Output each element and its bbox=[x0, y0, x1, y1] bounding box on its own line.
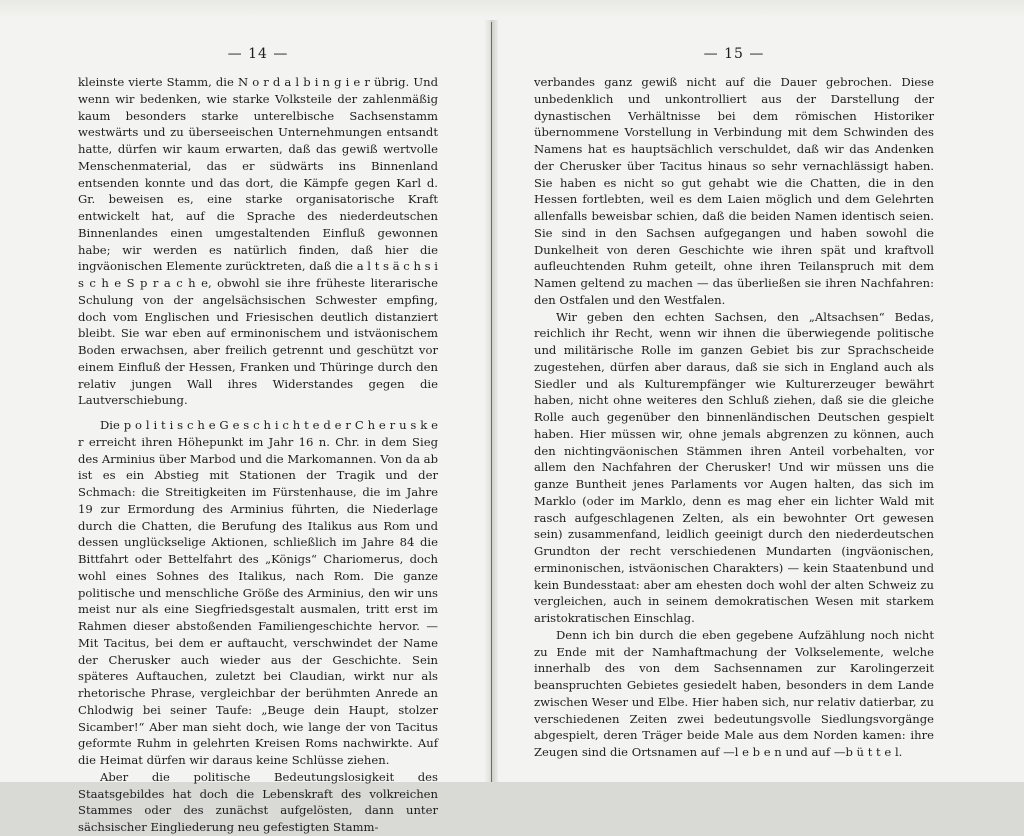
gutter-line bbox=[491, 22, 492, 782]
paragraph: Die p o l i t i s c h e G e s c h i c h t e d e r C h e r u s k e r erreicht ihren Höhepunkt im Jahr 16 n. Chr. in dem Sieg des Arminius über Marbod und die Markomannen. Von da ab ist es ein Abstieg mit Stationen der Tragik und der Schmach: die Streitigkeiten im Fürstenhause, die im Jahre 19 zur Ermordung des Arminius führten, die Niederlage durch die Chatten, die Berufung des Italikus aus Rom und dessen unglückselige Aktionen, schließlich im Jahre 84 die Bittfahrt oder Bettelfahrt des „Königs“ Chariomerus, doch wohl eines Sohnes des Italikus, nach Rom. Die ganze politische und menschliche Größe des Arminius, den wir uns meist nur als eine Siegfriedsgestalt ausmalen, tritt erst im Rahmen dieser abstoßenden Familiengeschichte hervor. — Mit Tacitus, bei dem er auftaucht, verschwindet der Name der Cherusker auch wieder aus der Geschichte. Sein späteres Auftauchen, zuletzt bei Claudian, wirkt nur als rhetorische Phrase, vergleichbar der berühmten Anrede an Chlodwig bei seiner Taufe: „Beuge dein Haupt, stolzer Sicamber!“ Aber man sieht doch, wie lange der von Tacitus geformte Ruhm in gelehrten Kreisen Roms nachwirkte. Auf die Heimat dürfen wir daraus keine Schlüsse ziehen. bbox=[78, 418, 439, 767]
left-page-text bbox=[78, 74, 438, 836]
page-number-right: — 15 — bbox=[703, 46, 765, 62]
left-page bbox=[78, 46, 438, 836]
paragraph: Wir geben den echten Sachsen, den „Altsachsen“ Bedas, reichlich ihr Recht, wenn wir ihnen die überwiegende politische und militärische Rolle im ganzen Gebiet bis zur Sprachscheide zugestehen, dürfen aber daraus, daß sie sich in England auch als Siedler und als Kulturempfänger wie Kulturerzeuger bewährt haben, nicht ohne weiteres den Schluß ziehen, daß sie die gleiche Rolle auch gegenüber den binnenländischen Deutschen gespielt haben. Hier müssen wir, ohne jemals abgrenzen zu können, auch den nichtingväonischen Stämmen ihren Anteil vorbehalten, vor allem den Nachfahren der Cherusker! Und wir müssen uns die ganze Buntheit jenes Parlaments vor Augen halten, das sich im Marklo (oder im Marklo, denn es mag eher ein lichter Wald mit rasch aufgeschlagenen Zelten, als ein bewohnter Ort gewesen sein) zusammenfand, leidlich geeinigt durch den niederdeutschen Grundton der recht verschiedenen Mundarten (ingväonischen, erminonischen, istväonischen Charakters) — kein Staatenbund und kein Bundesstaat: aber am ehesten doch wohl der alten Schweiz zu vergleichen, auch in seinem demokratischen Wesen mit starkem aristokratischen Einschlag. bbox=[534, 309, 934, 625]
right-page bbox=[534, 46, 934, 761]
paragraph: kleinste vierte Stamm, die N o r d a l b i n g i e r übrig. Und wenn wir bedenken, wie starke Volksteile der zahlenmäßig kaum besonders starke unterelbische Sachsenstamm westwärts und zu überseeischen Unternehmungen entsandt hatte, dürfen wir kaum erwarten, daß das gewiß wertvolle Menschenmaterial, das er südwärts ins Binnenland entsenden konnte und das dort, die Kämpfe gegen Karl d. Gr. beweisen es, eine starke organisatorische Kraft entwickelt hat, auf die Sprache des niederdeutschen Binnenlandes einen umgestaltenden Einfluß gewonnen habe; wir werden es natürlich finden, daß hier die ingväonischen Elemente zurücktreten, daß die a l t s ä c h s i s c h e S p r a c h e, obwohl sie ihre früheste literarische Schulung von der angelsächsischen Schwester empfing, doch vom Englischen und Friesischen deutlich distanziert bleibt. Sie war eben auf erminonischem und istväonischem Boden erwachsen, aber freilich getrennt und geschützt vor einem Einfluß der Hessen, Franken und Thüringe durch den relativ jungen Wall ihres Widerstandes gegen die Lautverschiebung. bbox=[78, 75, 438, 408]
right-page-text bbox=[534, 74, 934, 761]
top-edge bbox=[0, 0, 1024, 18]
paragraph: Aber die politische Bedeutungslosigkeit des Staatsgebildes hat doch die Lebenskraft des volkreichen Stammes oder des zunächst aufgelösten, dann unter sächsischer Eingliederung neu gefestigten Stamm- bbox=[78, 769, 438, 834]
paragraph: Denn ich bin durch die eben gegebene Aufzählung noch nicht zu Ende mit der Namhaftmachung der Volkselemente, welche innerhalb des von dem Sachsennamen zur Karolingerzeit beanspruchten Gebietes gesiedelt haben, besonders in dem Lande zwischen Weser und Elbe. Hier haben sich, nur relativ datierbar, zu verschiedenen Zeiten zwei bedeutungsvolle Siedlungsvorgänge abgespielt, deren Träger beide Male aus dem Norden kamen: ihre Zeugen sind die Ortsnamen auf —l e b e n und auf —b ü t t e l. bbox=[534, 627, 934, 759]
paragraph: verbandes ganz gewiß nicht auf die Dauer gebrochen. Diese unbedenklich und unkontrolliert aus der Darstellung der dynastischen Verhältnisse bei dem römischen Historiker übernommene Vorstellung in Verbindung mit dem Schwinden des Namens hat es hauptsächlich verschuldet, daß wir das Andenken der Cherusker über Tacitus hinaus so sehr vernachlässigt haben. Sie haben es nicht so gut gehabt wie die Chatten, die in den Hessen fortlebten, weil es dem Laien möglich und dem Gelehrten allenfalls beweisbar schien, daß die beiden Namen identisch seien. Sie sind in den Sachsen aufgegangen und haben sowohl die Dunkelheit von deren Geschichte wie ihren spät und kraftvoll aufleuchtenden Ruhm geteilt, ohne ihren Teilanspruch mit dem Namen geltend zu machen — das überließen sie ihren Nachfahren: den Ostfalen und den Westfalen. bbox=[534, 75, 934, 307]
page-number-left: — 14 — bbox=[227, 46, 289, 62]
